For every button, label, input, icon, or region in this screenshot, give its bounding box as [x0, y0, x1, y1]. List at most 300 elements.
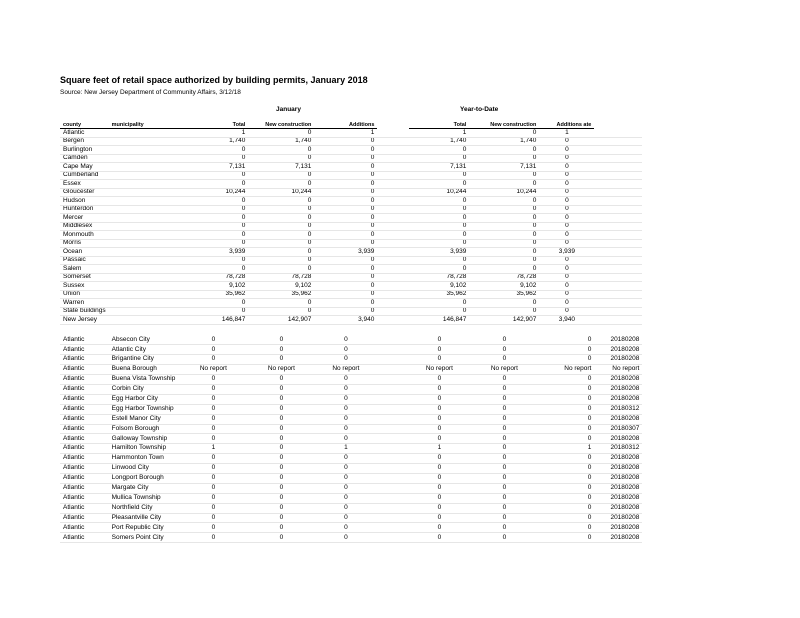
cell-new-construction: 0 — [248, 483, 314, 493]
cell-ytd-total: 0 — [409, 355, 469, 365]
cell-total: 0 — [178, 493, 248, 503]
cell-total: 1,740 — [178, 137, 248, 146]
cell-ytd-new-construction: 0 — [469, 355, 539, 365]
cell-new-construction: 7,131 — [248, 163, 314, 172]
cell-county: Atlantic — [60, 375, 109, 385]
cell-ytd-total: 3,939 — [409, 248, 469, 257]
cell-ytd-total: 0 — [409, 424, 469, 434]
cell-new-construction: 0 — [248, 248, 314, 257]
cell-total: 0 — [178, 464, 248, 474]
county-row — [60, 171, 642, 180]
cell-county: Atlantic — [60, 414, 109, 424]
cell-municipality — [109, 129, 179, 138]
cell-ytd-additions: 0 — [539, 137, 594, 146]
cell-municipality — [109, 265, 179, 274]
cell-county: Camden — [60, 154, 109, 163]
cell-total: 0 — [178, 414, 248, 424]
cell-ytd-total: 0 — [409, 239, 469, 248]
cell-total: 0 — [178, 214, 248, 223]
col-header-total: Total — [178, 120, 248, 129]
cell-ytd-new-construction: 0 — [469, 197, 539, 206]
cell-municipality: Longport Borough — [109, 473, 179, 483]
cell-new-construction: 0 — [248, 533, 314, 543]
col-header-ytd-total: Total — [409, 120, 469, 129]
cell-ytd-additions: 3,940 — [539, 316, 594, 325]
cell-ytd-new-construction: 0 — [469, 171, 539, 180]
cell-new-construction: 35,962 — [248, 290, 314, 299]
cell-ytd-total: 0 — [409, 171, 469, 180]
cell-county: Atlantic — [60, 454, 109, 464]
cell-municipality — [109, 180, 179, 189]
cell-county: Morris — [60, 239, 109, 248]
cell-ytd-new-construction: 0 — [469, 513, 539, 523]
cell-municipality — [109, 163, 179, 172]
cell-municipality: Egg Harbor Township — [109, 404, 179, 414]
cell-ytd-additions: 0 — [539, 307, 594, 316]
cell-total: 0 — [178, 205, 248, 214]
cell-municipality: Folsom Borough — [109, 424, 179, 434]
cell-ytd-total: 0 — [409, 345, 469, 355]
cell-municipality: Buena Borough — [109, 365, 179, 375]
cell-municipality — [109, 299, 179, 308]
cell-county: Atlantic — [60, 513, 109, 523]
cell-ytd-total: 0 — [409, 464, 469, 474]
county-row — [60, 307, 642, 316]
cell-ytd-new-construction: 0 — [469, 414, 539, 424]
cell-municipality: Somers Point City — [109, 533, 179, 543]
cell-municipality: Brigantine City — [109, 355, 179, 365]
cell-ytd-total: 0 — [409, 197, 469, 206]
municipality-row — [60, 414, 642, 424]
cell-county: Somerset — [60, 273, 109, 282]
cell-ytd-new-construction: 0 — [469, 231, 539, 240]
cell-municipality — [109, 137, 179, 146]
cell-ytd-new-construction: 0 — [469, 205, 539, 214]
cell-ytd-additions: 0 — [539, 384, 594, 394]
cell-county: Atlantic — [60, 355, 109, 365]
cell-ytd-total: 7,131 — [409, 163, 469, 172]
municipality-detail-body — [60, 324, 642, 543]
cell-ytd-new-construction: 0 — [469, 345, 539, 355]
col-header-ytd-new-construction: New construction — [469, 120, 539, 129]
cell-new-construction: 0 — [248, 222, 314, 231]
cell-county: Middlesex — [60, 222, 109, 231]
cell-ytd-new-construction: 0 — [469, 265, 539, 274]
cell-ytd-new-construction: 0 — [469, 129, 539, 138]
cell-ytd-additions: 0 — [539, 282, 594, 291]
cell-county: Atlantic — [60, 424, 109, 434]
cell-ytd-total: 0 — [409, 483, 469, 493]
cell-county: Atlantic — [60, 129, 109, 138]
cell-date: 20180208 — [594, 513, 642, 523]
cell-total: 0 — [178, 265, 248, 274]
cell-ytd-new-construction: 0 — [469, 180, 539, 189]
cell-new-construction: 0 — [248, 384, 314, 394]
municipality-row — [60, 533, 642, 543]
cell-county: Atlantic — [60, 404, 109, 414]
cell-ytd-new-construction: 0 — [469, 503, 539, 513]
cell-ytd-additions: 0 — [539, 171, 594, 180]
cell-ytd-total: 0 — [409, 146, 469, 155]
cell-date: 20180208 — [594, 384, 642, 394]
municipality-row — [60, 394, 642, 404]
cell-total: 0 — [178, 434, 248, 444]
cell-total: 0 — [178, 513, 248, 523]
col-header-county: county — [60, 120, 109, 129]
cell-ytd-additions: 0 — [539, 394, 594, 404]
cell-county: Hudson — [60, 197, 109, 206]
cell-county: Atlantic — [60, 473, 109, 483]
cell-ytd-new-construction: 0 — [469, 394, 539, 404]
cell-ytd-new-construction: 0 — [469, 375, 539, 385]
county-row — [60, 299, 642, 308]
cell-date: 20180208 — [594, 394, 642, 404]
cell-ytd-additions: 0 — [539, 146, 594, 155]
cell-ytd-new-construction: 9,102 — [469, 282, 539, 291]
cell-county: Hunterdon — [60, 205, 109, 214]
cell-county: Gloucester — [60, 188, 109, 197]
cell-total: 0 — [178, 307, 248, 316]
cell-new-construction: 0 — [248, 146, 314, 155]
county-row — [60, 129, 642, 138]
cell-additions: 0 — [314, 503, 377, 513]
cell-ytd-new-construction: 0 — [469, 493, 539, 503]
cell-total: 0 — [178, 171, 248, 180]
cell-municipality — [109, 197, 179, 206]
municipality-row — [60, 375, 642, 385]
cell-county: Atlantic — [60, 365, 109, 375]
cell-ytd-total: 10,244 — [409, 188, 469, 197]
cell-ytd-new-construction: 0 — [469, 248, 539, 257]
cell-ytd-total: 0 — [409, 503, 469, 513]
county-row — [60, 239, 642, 248]
cell-ytd-total: 0 — [409, 307, 469, 316]
county-summary-body — [60, 129, 642, 325]
cell-county: Atlantic — [60, 503, 109, 513]
municipality-row — [60, 454, 642, 464]
col-header-municipality: municipality — [109, 120, 179, 129]
col-header-new-construction: New construction — [248, 120, 314, 129]
cell-additions: No report — [314, 365, 377, 375]
cell-ytd-new-construction: 7,131 — [469, 163, 539, 172]
municipality-row — [60, 473, 642, 483]
cell-ytd-additions: 0 — [539, 355, 594, 365]
cell-new-construction: 0 — [248, 493, 314, 503]
cell-additions: 0 — [314, 384, 377, 394]
cell-county: Warren — [60, 299, 109, 308]
cell-municipality: Mullica Township — [109, 493, 179, 503]
cell-ytd-total: 78,728 — [409, 273, 469, 282]
municipality-row — [60, 384, 642, 394]
cell-additions: 0 — [314, 222, 377, 231]
county-row — [60, 154, 642, 163]
cell-ytd-additions: 1 — [539, 444, 594, 454]
cell-ytd-additions: 0 — [539, 154, 594, 163]
cell-additions: 0 — [314, 273, 377, 282]
cell-total: 0 — [178, 345, 248, 355]
cell-county: Passaic — [60, 256, 109, 265]
cell-date: 20180307 — [594, 424, 642, 434]
cell-ytd-total: 0 — [409, 404, 469, 414]
cell-total: 0 — [178, 146, 248, 155]
cell-new-construction: 0 — [248, 464, 314, 474]
cell-total: 0 — [178, 355, 248, 365]
cell-ytd-additions: 0 — [539, 336, 594, 345]
cell-total: 0 — [178, 299, 248, 308]
cell-date: 20180208 — [594, 345, 642, 355]
county-row — [60, 188, 642, 197]
cell-ytd-total: 0 — [409, 231, 469, 240]
cell-new-construction: 0 — [248, 404, 314, 414]
cell-ytd-additions: No report — [539, 365, 594, 375]
cell-additions: 0 — [314, 394, 377, 404]
cell-county: Ocean — [60, 248, 109, 257]
cell-ytd-additions: 0 — [539, 424, 594, 434]
cell-new-construction: 0 — [248, 171, 314, 180]
column-header-row — [60, 120, 642, 129]
municipality-row — [60, 503, 642, 513]
cell-total: 0 — [178, 404, 248, 414]
cell-county: Atlantic — [60, 533, 109, 543]
cell-county: Atlantic — [60, 523, 109, 533]
cell-ytd-total: 1,740 — [409, 137, 469, 146]
cell-municipality: Northfield City — [109, 503, 179, 513]
cell-total: 0 — [178, 394, 248, 404]
municipality-row — [60, 464, 642, 474]
cell-ytd-additions: 0 — [539, 239, 594, 248]
cell-ytd-new-construction: 0 — [469, 146, 539, 155]
cell-ytd-additions: 0 — [539, 299, 594, 308]
cell-total: 0 — [178, 180, 248, 189]
cell-ytd-additions: 0 — [539, 464, 594, 474]
cell-date: 20180312 — [594, 404, 642, 414]
cell-ytd-new-construction: No report — [469, 365, 539, 375]
county-row — [60, 231, 642, 240]
cell-additions: 0 — [314, 345, 377, 355]
cell-ytd-total: 9,102 — [409, 282, 469, 291]
cell-total: 0 — [178, 384, 248, 394]
cell-additions: 0 — [314, 307, 377, 316]
cell-county: Atlantic — [60, 336, 109, 345]
report-source: Source: New Jersey Department of Community Affairs, 3/12/18 — [60, 89, 241, 96]
cell-ytd-additions: 0 — [539, 454, 594, 464]
cell-ytd-total: 146,847 — [409, 316, 469, 325]
cell-additions: 0 — [314, 146, 377, 155]
cell-ytd-total: 0 — [409, 214, 469, 223]
cell-new-construction: 0 — [248, 299, 314, 308]
cell-ytd-new-construction: 0 — [469, 464, 539, 474]
cell-ytd-new-construction: 0 — [469, 444, 539, 454]
cell-additions: 0 — [314, 265, 377, 274]
cell-new-construction: 0 — [248, 375, 314, 385]
cell-municipality — [109, 307, 179, 316]
cell-municipality: Corbin City — [109, 384, 179, 394]
cell-date: 20180208 — [594, 434, 642, 444]
municipality-row — [60, 444, 642, 454]
cell-county: Essex — [60, 180, 109, 189]
cell-total: 0 — [178, 231, 248, 240]
cell-ytd-additions: 0 — [539, 197, 594, 206]
cell-municipality — [109, 231, 179, 240]
cell-ytd-total: 0 — [409, 394, 469, 404]
cell-new-construction: 1,740 — [248, 137, 314, 146]
cell-new-construction: 0 — [248, 214, 314, 223]
county-row — [60, 273, 642, 282]
cell-date: 20180208 — [594, 375, 642, 385]
cell-new-construction: 0 — [248, 473, 314, 483]
cell-municipality — [109, 222, 179, 231]
cell-date: 20180208 — [594, 483, 642, 493]
cell-municipality: Hamilton Township — [109, 444, 179, 454]
cell-additions: 0 — [314, 424, 377, 434]
cell-total: 1 — [178, 129, 248, 138]
cell-municipality: Egg Harbor City — [109, 394, 179, 404]
county-row — [60, 222, 642, 231]
cell-ytd-additions: 1 — [539, 129, 594, 138]
cell-additions: 0 — [314, 214, 377, 223]
cell-total: 0 — [178, 197, 248, 206]
cell-total: 146,847 — [178, 316, 248, 325]
cell-date: 20180208 — [594, 533, 642, 543]
cell-additions: 0 — [314, 375, 377, 385]
cell-total: 0 — [178, 239, 248, 248]
year-to-date-group-header: Year-to-Date — [460, 106, 499, 113]
cell-total: 78,728 — [178, 273, 248, 282]
cell-total: 35,962 — [178, 290, 248, 299]
cell-date: 20180208 — [594, 355, 642, 365]
cell-new-construction: 0 — [248, 265, 314, 274]
cell-new-construction: 78,728 — [248, 273, 314, 282]
cell-municipality — [109, 171, 179, 180]
cell-municipality — [109, 146, 179, 155]
cell-ytd-additions: 0 — [539, 434, 594, 444]
cell-total: 0 — [178, 336, 248, 345]
cell-ytd-additions: 0 — [539, 493, 594, 503]
cell-additions: 0 — [314, 188, 377, 197]
cell-total: No report — [178, 365, 248, 375]
cell-ytd-total: 0 — [409, 256, 469, 265]
municipality-row — [60, 523, 642, 533]
cell-new-construction: 0 — [248, 205, 314, 214]
cell-new-construction: 0 — [248, 454, 314, 464]
cell-municipality: Atlantic City — [109, 345, 179, 355]
cell-new-construction: 0 — [248, 197, 314, 206]
cell-ytd-additions: 0 — [539, 523, 594, 533]
cell-additions: 0 — [314, 231, 377, 240]
cell-municipality: Absecon City — [109, 336, 179, 345]
cell-total: 0 — [178, 523, 248, 533]
cell-ytd-additions: 0 — [539, 345, 594, 355]
cell-municipality — [109, 316, 179, 325]
cell-new-construction: 0 — [248, 424, 314, 434]
cell-ytd-total: 0 — [409, 384, 469, 394]
cell-additions: 0 — [314, 256, 377, 265]
county-row — [60, 248, 642, 257]
cell-ytd-new-construction: 0 — [469, 404, 539, 414]
cell-ytd-additions: 0 — [539, 231, 594, 240]
cell-date: 20180208 — [594, 493, 642, 503]
cell-ytd-new-construction: 0 — [469, 154, 539, 163]
cell-date: 20180208 — [594, 414, 642, 424]
cell-county: Burlington — [60, 146, 109, 155]
cell-ytd-additions: 0 — [539, 163, 594, 172]
cell-municipality — [109, 239, 179, 248]
cell-date: 20180208 — [594, 336, 642, 345]
cell-date: 20180208 — [594, 523, 642, 533]
cell-additions: 0 — [314, 404, 377, 414]
cell-ytd-total: 35,962 — [409, 290, 469, 299]
cell-additions: 0 — [314, 355, 377, 365]
cell-ytd-new-construction: 0 — [469, 256, 539, 265]
report-title: Square feet of retail space authorized by building permits, January 2018 — [60, 75, 368, 85]
cell-additions: 0 — [314, 533, 377, 543]
cell-date: 20180208 — [594, 464, 642, 474]
cell-ytd-additions: 0 — [539, 205, 594, 214]
cell-municipality: Linwood City — [109, 464, 179, 474]
cell-ytd-new-construction: 0 — [469, 473, 539, 483]
cell-total: 0 — [178, 375, 248, 385]
cell-new-construction: 0 — [248, 394, 314, 404]
cell-ytd-new-construction: 0 — [469, 533, 539, 543]
cell-total: 10,244 — [178, 188, 248, 197]
cell-municipality — [109, 273, 179, 282]
cell-ytd-new-construction: 10,244 — [469, 188, 539, 197]
cell-ytd-additions: 0 — [539, 273, 594, 282]
cell-county: Atlantic — [60, 444, 109, 454]
cell-new-construction: 10,244 — [248, 188, 314, 197]
cell-ytd-total: 0 — [409, 533, 469, 543]
cell-new-construction: 9,102 — [248, 282, 314, 291]
cell-ytd-total: 0 — [409, 434, 469, 444]
cell-ytd-additions: 0 — [539, 503, 594, 513]
cell-ytd-total: 0 — [409, 336, 469, 345]
municipality-row — [60, 355, 642, 365]
cell-ytd-additions: 0 — [539, 180, 594, 189]
cell-new-construction: 0 — [248, 239, 314, 248]
cell-ytd-total: 0 — [409, 154, 469, 163]
cell-date: 20180208 — [594, 454, 642, 464]
cell-ytd-total: 1 — [409, 444, 469, 454]
municipality-row — [60, 483, 642, 493]
cell-additions: 0 — [314, 163, 377, 172]
cell-total: 0 — [178, 222, 248, 231]
cell-ytd-total: 0 — [409, 265, 469, 274]
cell-new-construction: 0 — [248, 129, 314, 138]
county-row — [60, 256, 642, 265]
cell-new-construction: 0 — [248, 523, 314, 533]
cell-ytd-new-construction: 0 — [469, 424, 539, 434]
cell-ytd-new-construction: 0 — [469, 454, 539, 464]
cell-county: Monmouth — [60, 231, 109, 240]
cell-additions: 3,940 — [314, 316, 377, 325]
cell-municipality — [109, 248, 179, 257]
county-row — [60, 316, 642, 325]
cell-ytd-total: 0 — [409, 493, 469, 503]
municipality-row — [60, 513, 642, 523]
cell-additions: 0 — [314, 454, 377, 464]
county-row — [60, 290, 642, 299]
cell-date: 20180208 — [594, 503, 642, 513]
cell-ytd-total: 0 — [409, 414, 469, 424]
cell-ytd-new-construction: 0 — [469, 483, 539, 493]
cell-ytd-new-construction: 0 — [469, 434, 539, 444]
cell-ytd-new-construction: 0 — [469, 523, 539, 533]
cell-additions: 0 — [314, 171, 377, 180]
cell-total: 0 — [178, 483, 248, 493]
cell-ytd-additions: 0 — [539, 214, 594, 223]
cell-additions: 0 — [314, 336, 377, 345]
cell-county: Salem — [60, 265, 109, 274]
